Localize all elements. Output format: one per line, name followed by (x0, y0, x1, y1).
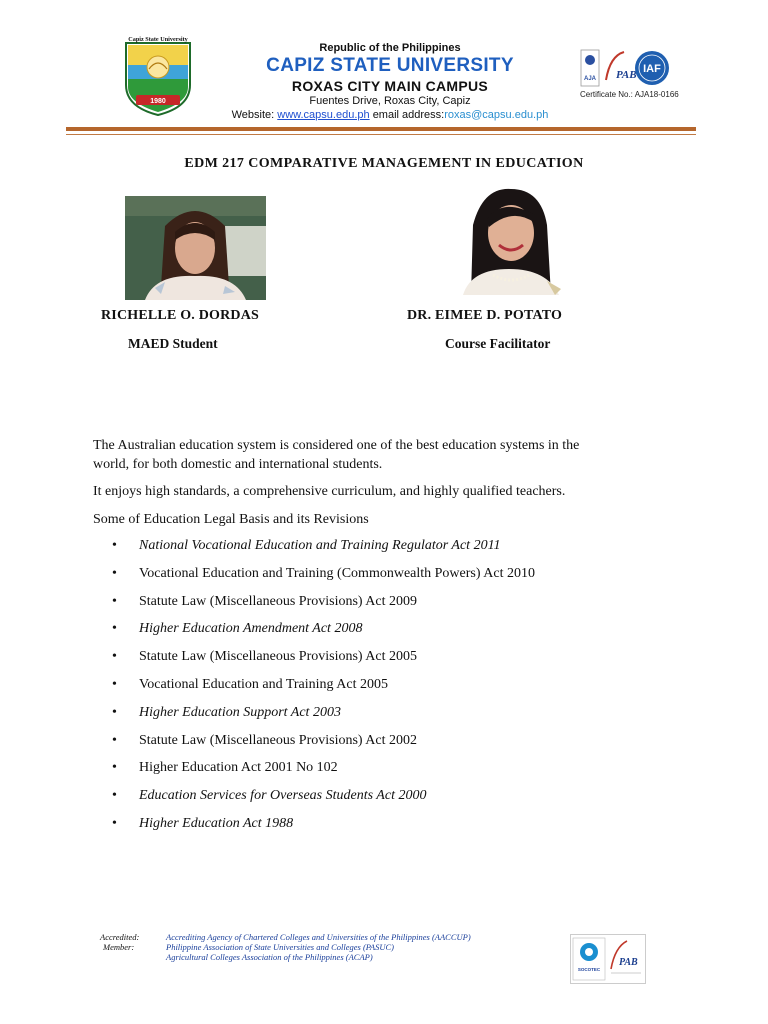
facilitator-name: DR. EIMEE D. POTATO (407, 308, 563, 323)
legal-basis-heading: Some of Education Legal Basis and its Revisions (93, 512, 369, 527)
legislation-item (112, 677, 672, 705)
legislation-item-text: Statute Law (Miscellaneous Provisions) Act 2002 (139, 732, 418, 748)
legislation-item-text: Vocational Education and Training Act 2005 (139, 676, 388, 692)
aja-mark: AJA (583, 76, 597, 82)
legislation-item (112, 538, 672, 566)
certificate-number: Certificate No.: AJA18-0166 (580, 90, 679, 99)
legislation-item (112, 788, 672, 816)
legislation-item (112, 705, 672, 733)
legislation-item (112, 816, 672, 844)
bullet-symbol: • (112, 676, 117, 692)
facilitator-role: Course Facilitator (445, 336, 551, 351)
legislation-item (112, 649, 672, 677)
student-name: RICHELLE O. DORDAS (101, 308, 260, 323)
bullet-symbol: • (112, 704, 117, 720)
bullet-symbol: • (112, 593, 117, 609)
aja-pab-iaf-logos (580, 48, 672, 90)
university-logo (122, 35, 194, 117)
iaf-mark: IAF (643, 63, 661, 75)
student-portrait-image (125, 196, 266, 300)
logo-text: Capiz State University (128, 36, 188, 43)
legislation-item-text: Statute Law (Miscellaneous Provisions) Act 2005 (139, 649, 418, 665)
legislation-item (112, 594, 672, 622)
student-photo (125, 196, 266, 300)
republic-label: Republic of the Philippines (319, 42, 461, 54)
legislation-item-text: Vocational Education and Training (Commonwealth Powers) Act 2010 (139, 565, 535, 581)
bullet-symbol: • (112, 649, 117, 665)
acap-text: Agricultural Colleges Association of the Philippines (ACAP) (166, 952, 373, 962)
legislation-item-text: National Vocational Education and Training Regulator Act 2011 (139, 538, 501, 553)
student-role: MAED Student (128, 336, 218, 351)
certification-marks (580, 48, 679, 104)
facilitator-portrait-image (443, 185, 576, 295)
facilitator-photo (443, 185, 576, 295)
website-link[interactable]: www.capsu.edu.ph (277, 109, 370, 121)
letterhead (200, 42, 580, 122)
bullet-symbol: • (112, 732, 117, 748)
campus-address: Fuentes Drive, Roxas City, Capiz (309, 95, 471, 107)
footer-cert-logos (570, 934, 646, 984)
footer-affiliations (166, 932, 556, 962)
email-label: email address: (372, 109, 445, 121)
legislation-item-text: Higher Education Support Act 2003 (139, 704, 341, 720)
legislation-item-text: Education Services for Overseas Students Act 2000 (139, 788, 427, 804)
website-label: Website: (231, 109, 275, 121)
legislation-item (112, 621, 672, 649)
legislation-item (112, 760, 672, 788)
bullet-symbol: • (112, 788, 117, 804)
intro-line-1: The Australian education system is considered one of the best education systems in the (93, 438, 580, 453)
header-rule-thin (66, 134, 696, 135)
bullet-symbol: • (112, 538, 117, 553)
header-rule-thick (66, 127, 696, 131)
socotec-pab-logos (571, 935, 645, 983)
pab-mark: PAB (616, 69, 637, 81)
accredited-label: Accredited: (100, 932, 140, 942)
legislation-item-text: Higher Education Act 2001 No 102 (139, 760, 338, 776)
footer-pab-mark: PAB (619, 957, 638, 968)
legislation-item-text: Higher Education Amendment Act 2008 (139, 621, 363, 637)
legislation-item-text: Statute Law (Miscellaneous Provisions) Act 2009 (139, 593, 418, 609)
bullet-symbol: • (112, 565, 117, 581)
course-title: EDM 217 COMPARATIVE MANAGEMENT IN EDUCATION (184, 156, 584, 171)
logo-year: 1980 (150, 98, 166, 105)
legislation-item (112, 733, 672, 761)
university-name: CAPIZ STATE UNIVERSITY (266, 55, 514, 76)
aaccup-text: Accrediting Agency of Chartered Colleges and Universities of the Philippines (AACCUP) (166, 932, 471, 942)
legislation-item-text: Higher Education Act 1988 (139, 815, 294, 831)
pasuc-text: Philippine Association of State Universities and Colleges (PASUC) (166, 942, 394, 952)
legislation-item (112, 566, 672, 594)
socotec-mark: SOCOTEC (577, 967, 601, 972)
intro-paragraph (93, 436, 673, 474)
standards-paragraph: It enjoys high standards, a comprehensive curriculum, and highly qualified teachers. (93, 484, 566, 499)
email-link[interactable]: roxas@capsu.edu.ph (444, 109, 549, 121)
member-label: Member: (103, 942, 135, 952)
bullet-symbol: • (112, 621, 117, 637)
bullet-symbol: • (112, 760, 117, 776)
footer-labels (96, 932, 162, 952)
intro-line-2: world, for both domestic and international students. (93, 457, 383, 472)
bullet-symbol: • (112, 815, 117, 831)
campus-name: ROXAS CITY MAIN CAMPUS (291, 78, 489, 94)
legislation-list (112, 538, 672, 844)
contact-line (200, 108, 580, 122)
